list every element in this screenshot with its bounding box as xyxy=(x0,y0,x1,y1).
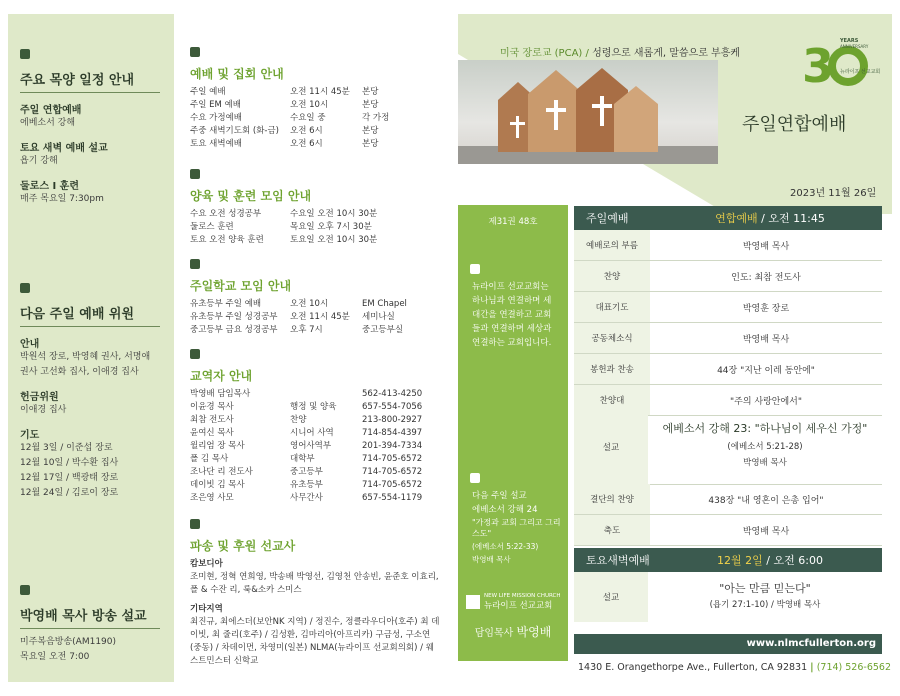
cell: 유초등부 주일 예배 xyxy=(190,299,262,309)
table-row xyxy=(190,466,440,479)
logo-anniversary: ANNIVERSARY xyxy=(840,44,869,49)
issue-number: 제31권 48호 xyxy=(488,217,538,227)
cell: 오후 7시 xyxy=(290,325,323,335)
cell: 영어사역부 xyxy=(290,441,332,451)
next-sermon-title: 에베소서 강해 24 xyxy=(472,505,538,515)
guide-text: 박원석 장로, 박영혜 권사, 서명애 권사 고선화 집사, 이애경 집사 xyxy=(20,352,151,377)
next-sermon-subtitle: "가정과 교회 그리고 그리스도" xyxy=(472,518,561,538)
training-title: 양육 및 훈련 모임 안내 xyxy=(190,189,312,203)
program-label: 봉헌과 찬송 xyxy=(574,354,650,385)
schedule-item-desc: 매주 목요일 7:30pm xyxy=(20,194,104,204)
anniversary-logo xyxy=(800,38,881,92)
next-sermon-label: 다음 주일 설교 xyxy=(472,491,527,501)
prayer-item: 12월 3일 / 이준섭 장로 xyxy=(20,443,113,453)
cell: 562-413-4250 xyxy=(362,389,423,399)
section-square-icon xyxy=(190,349,200,359)
sunday-header xyxy=(574,206,882,230)
program-label: 결단의 찬양 xyxy=(574,484,650,515)
table-row xyxy=(190,311,440,324)
church-houses-image xyxy=(458,60,718,164)
church-logo xyxy=(466,593,568,611)
cell: 조나단 리 전도사 xyxy=(190,467,253,477)
logo-church: 뉴라이프 선교교회 xyxy=(840,69,881,75)
cell: 중고등부 금요 성경공부 xyxy=(190,325,278,335)
cell: 행정 및 양육 xyxy=(290,402,337,412)
prayer-item: 12월 17일 / 백광태 장로 xyxy=(20,473,119,483)
program-row xyxy=(574,354,882,385)
program-label: 찬양 xyxy=(574,261,650,292)
table-row xyxy=(190,125,440,138)
program-value: 박영배 목사 xyxy=(650,515,882,546)
cell: 201-394-7334 xyxy=(362,441,423,451)
cell: 윤여신 목사 xyxy=(190,428,234,438)
section-square-icon xyxy=(20,49,30,59)
cell: 714-854-4397 xyxy=(362,428,423,438)
footer-contact: 1430 E. Orangethorpe Ave., Fullerton, CA 92831 | (714) 526-6562 xyxy=(578,662,891,673)
worship-section xyxy=(190,42,440,151)
cell: 오전 11시 45분 xyxy=(290,87,350,97)
table-row xyxy=(190,221,440,234)
cell: 수요 가정예배 xyxy=(190,113,242,123)
cell: 본당 xyxy=(362,139,379,149)
program-row xyxy=(574,323,882,354)
cell: 657-554-1179 xyxy=(362,493,423,503)
worship-title: 예배 및 집회 안내 xyxy=(190,67,284,81)
saturday-label: 설교 xyxy=(574,572,648,622)
cell: 둘로스 훈련 xyxy=(190,222,234,232)
table-row xyxy=(190,492,440,505)
cell: 657-554-7056 xyxy=(362,402,423,412)
church-name-en: NEW LIFE MISSION CHURCH xyxy=(484,593,561,599)
offering-text: 이애경 집사 xyxy=(20,405,67,415)
cell: 시니어 사역 xyxy=(290,428,334,438)
saturday-header-right xyxy=(658,552,882,568)
tagline-denomination: 미국 장로교 (PCA) xyxy=(500,48,583,59)
cell: 수요 오전 성경공부 xyxy=(190,209,262,219)
cell: 유초등부 주일 성경공부 xyxy=(190,312,278,322)
table-row xyxy=(190,440,440,453)
cell: 토요일 오전 10시 30분 xyxy=(290,235,378,245)
cell: 주일 EM 예배 xyxy=(190,100,241,110)
sunday-program xyxy=(574,230,882,416)
senior-pastor-label: 담임목사 xyxy=(474,628,514,639)
cell xyxy=(290,388,362,401)
cell: 중고등부실 xyxy=(362,325,404,335)
program-value: 438장 "내 영혼이 은총 입어" xyxy=(650,484,882,515)
cell: 714-705-6572 xyxy=(362,480,423,490)
tagline-separator: / xyxy=(582,48,593,59)
cell: 이윤경 목사 xyxy=(190,402,234,412)
committee-title: 다음 주일 예배 위원 xyxy=(20,303,160,327)
section-square-icon xyxy=(190,169,200,179)
other-label: 기타지역 xyxy=(190,604,223,614)
cell: 조은영 사모 xyxy=(190,493,234,503)
sermon-pastor: 박영배 목사 xyxy=(743,458,787,468)
table-row xyxy=(190,479,440,492)
mission-title: 파송 및 후원 선교사 xyxy=(190,539,296,553)
saturday-header-date: 12월 2일 xyxy=(717,554,763,567)
table-row xyxy=(190,401,440,414)
table-row xyxy=(190,298,440,311)
tagline xyxy=(500,44,740,59)
schedule-item-title: 둘로스 I 훈련 xyxy=(20,181,79,192)
program-row xyxy=(574,230,882,261)
cell: 유초등부 xyxy=(290,480,323,490)
saturday-ref: (욥기 27:1-10) / 박영배 목사 xyxy=(709,600,821,610)
saturday-header xyxy=(574,548,882,572)
prayer-item: 12월 24일 / 김로이 장로 xyxy=(20,488,119,498)
cambodia-text: 조미현, 정혁 연희영, 박송배 박영선, 김영천 안송빈, 윤준호 이효리, 폴 & 수잔 리, 룩&소카 스미스 xyxy=(190,572,439,595)
cell: 주중 새벽기도회 (화-금) xyxy=(190,126,280,136)
table-row xyxy=(190,388,440,401)
section-square-icon xyxy=(20,585,30,595)
website-link[interactable]: www.nlmcfullerton.org xyxy=(574,634,882,654)
mission-section xyxy=(190,514,440,668)
svg-text:3: 3 xyxy=(802,39,835,88)
section-square-icon xyxy=(470,264,480,274)
bulletin-date: 2023년 11월 26일 xyxy=(790,188,877,199)
broadcast-item: 목요일 오전 7:00 xyxy=(20,652,90,662)
program-row xyxy=(574,261,882,292)
sermon-row xyxy=(574,410,882,485)
saturday-header-left: 토요새벽예배 xyxy=(586,554,650,567)
broadcast-section xyxy=(20,580,160,665)
program-row xyxy=(574,484,882,515)
prayer-label: 기도 xyxy=(20,430,40,441)
cell: EM Chapel xyxy=(362,299,407,309)
section-square-icon xyxy=(20,283,30,293)
offering-label: 헌금위원 xyxy=(20,392,59,403)
sunday-school-section xyxy=(190,254,440,337)
program-value: "주의 사랑안에서" xyxy=(650,385,882,416)
next-sermon-ref: (에베소서 5:22-33) xyxy=(472,542,539,551)
program-value: 44장 "지난 이레 동안에" xyxy=(650,354,882,385)
table-row xyxy=(190,234,440,247)
tagline-motto: 성령으로 새롭게, 말씀으로 부흥케 xyxy=(592,48,741,59)
sunday-header-service: 연합예배 xyxy=(715,212,758,225)
cell: 각 가정 xyxy=(362,113,390,123)
cell: 오전 11시 45분 xyxy=(290,312,350,322)
cell: 본당 xyxy=(362,126,379,136)
cell: 세미나실 xyxy=(362,312,395,322)
cell: 사무간사 xyxy=(290,493,323,503)
program-label: 공동체소식 xyxy=(574,323,650,354)
church-phone: (714) 526-6562 xyxy=(816,662,891,673)
other-text: 최진규, 최에스더(보안NK 지역) / 정진수, 정클라우디아(호주) 최 데이빗, 최 줄리(호주) / 김성환, 김마리아(아프리카) 구금성, 구소연(중동) / 차데이먼, 차영미(일본) NLMA(뉴라이프 선교회의회) / 웨스트민스터 신학교 xyxy=(190,617,440,666)
next-sermon-pastor: 박영배 목사 xyxy=(472,555,511,564)
schedule-title: 주요 목양 일정 안내 xyxy=(20,69,160,93)
senior-pastor-name: 박영배 xyxy=(516,625,552,639)
cell: 213-800-2927 xyxy=(362,415,423,425)
cell: 토요 새벽예배 xyxy=(190,139,242,149)
training-section xyxy=(190,164,440,247)
schedule-item-desc: 욥기 강해 xyxy=(20,156,58,166)
prayer-item: 12월 10일 / 박수환 집사 xyxy=(20,458,119,468)
cell: 수요일 오전 10시 30분 xyxy=(290,209,378,219)
cell: 토요 오전 양육 훈련 xyxy=(190,235,264,245)
church-name-kr: 뉴라이프 선교교회 xyxy=(484,601,553,611)
program-row xyxy=(574,515,882,546)
cell: 중고등부 xyxy=(290,467,323,477)
table-row xyxy=(190,138,440,151)
program-value: 박영배 목사 xyxy=(650,230,882,261)
schedule-section xyxy=(20,44,160,207)
program-row xyxy=(574,292,882,323)
sunday-header-left: 주일예배 xyxy=(586,212,629,225)
church-motto: 뉴라이프 선교교회는 하나님과 연결하며 세대간을 연결하고 교회들과 연결하며 세상과 연결하는 교회입니다. xyxy=(472,282,552,348)
cell: 714-705-6572 xyxy=(362,454,423,464)
info-sidebar xyxy=(458,205,568,661)
sunday-school-title: 주일학교 모임 안내 xyxy=(190,279,292,293)
section-square-icon xyxy=(190,259,200,269)
table-row xyxy=(190,86,440,99)
program-label: 축도 xyxy=(574,515,650,546)
staff-section xyxy=(190,344,440,505)
church-address: 1430 E. Orangethorpe Ave., Fullerton, CA 92831 xyxy=(578,662,808,673)
sermon-ref: (에베소서 5:21-28) xyxy=(727,442,803,452)
sunday-header-time: / 오전 11:45 xyxy=(757,212,825,225)
broadcast-title: 박영배 목사 방송 설교 xyxy=(20,605,160,629)
sermon-label: 설교 xyxy=(574,410,648,484)
guide-label: 안내 xyxy=(20,339,40,350)
program-value: 박영훈 장로 xyxy=(650,292,882,323)
program-value: 박영배 목사 xyxy=(650,323,882,354)
cell: 수요일 중 xyxy=(290,113,326,123)
cell: 목요일 오후 7시 30분 xyxy=(290,222,372,232)
closing-program xyxy=(574,484,882,546)
main-title: 주일연합예배 xyxy=(742,114,847,135)
wooden-houses-icon xyxy=(458,60,718,164)
senior-pastor xyxy=(458,623,568,640)
cell: 최참 전도사 xyxy=(190,415,234,425)
broadcast-item: 미주복음방송(AM1190) xyxy=(20,637,117,647)
saturday-header-time: / 오전 6:00 xyxy=(762,554,823,567)
table-row xyxy=(190,453,440,466)
table-row xyxy=(190,99,440,112)
schedule-item-title: 토요 새벽 예배 설교 xyxy=(20,143,108,154)
staff-title: 교역자 안내 xyxy=(190,369,253,383)
table-row xyxy=(190,427,440,440)
cell: 주일 예배 xyxy=(190,87,226,97)
sunday-header-right xyxy=(658,210,882,226)
sermon-title: 에베소서 강해 23: "하나님이 세우신 가정" xyxy=(662,422,868,435)
schedule-item-desc: 에베소서 강해 xyxy=(20,118,76,128)
cell: 본당 xyxy=(362,87,379,97)
cell: 본당 xyxy=(362,100,379,110)
table-row xyxy=(190,112,440,125)
table-row xyxy=(190,208,440,221)
saturday-title: "아는 만큼 믿는다" xyxy=(719,582,811,595)
cell: 폴 김 목사 xyxy=(190,454,229,464)
committee-section xyxy=(20,278,160,501)
section-square-icon xyxy=(190,47,200,57)
cell: 오전 6시 xyxy=(290,139,323,149)
cell: 오전 6시 xyxy=(290,126,323,136)
cell: 박영배 담임목사 xyxy=(190,389,251,399)
cell: 오전 10시 xyxy=(290,299,329,309)
program-value: 인도: 최참 전도사 xyxy=(650,261,882,292)
program-label: 대표기도 xyxy=(574,292,650,323)
program-label: 예배로의 부름 xyxy=(574,230,650,261)
cell: 대학부 xyxy=(290,454,315,464)
logo-years: YEARS xyxy=(840,38,859,44)
table-row xyxy=(190,414,440,427)
cell: 오전 10시 xyxy=(290,100,329,110)
saturday-row xyxy=(574,572,882,622)
cambodia-label: 캄보디아 xyxy=(190,559,223,569)
program-label: 찬양대 xyxy=(574,385,650,416)
cell: 윌리엄 장 목사 xyxy=(190,441,245,451)
schedule-item-title: 주일 연합예배 xyxy=(20,105,82,116)
cell: 찬양 xyxy=(290,415,307,425)
section-square-icon xyxy=(470,473,480,483)
table-row xyxy=(190,324,440,337)
cell: 데이빗 김 목사 xyxy=(190,480,245,490)
section-square-icon xyxy=(190,519,200,529)
church-logo-icon xyxy=(466,595,480,609)
cell: 714-705-6572 xyxy=(362,467,423,477)
